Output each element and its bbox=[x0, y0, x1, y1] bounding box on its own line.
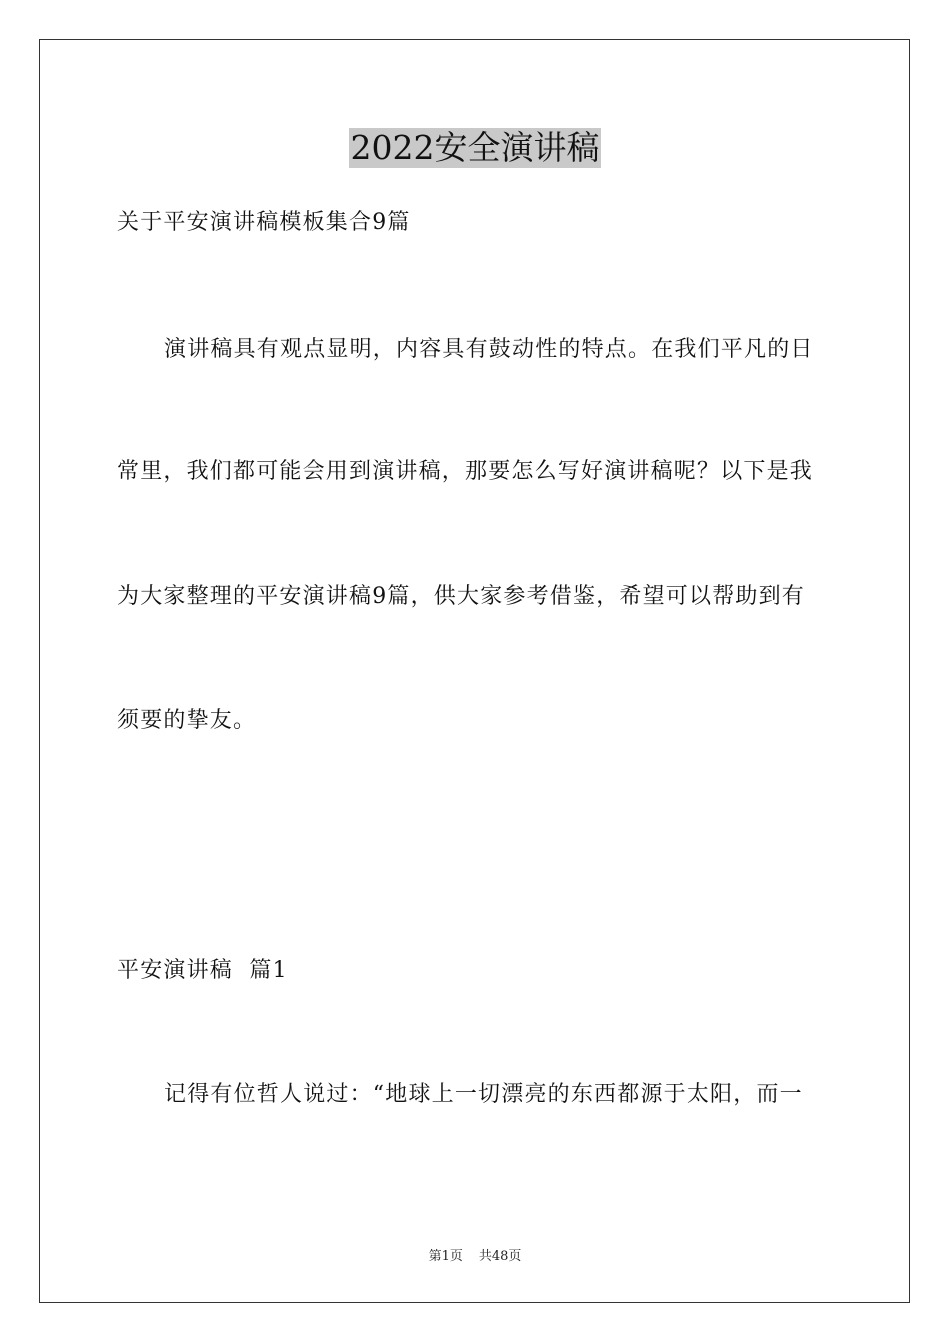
intro-paragraph-line-3: 为大家整理的平安演讲稿9篇，供大家参考借鉴，希望可以帮助到有 bbox=[117, 584, 805, 609]
section-heading: 平安演讲稿 篇1 bbox=[117, 958, 288, 983]
document-title: 2022安全演讲稿 bbox=[350, 128, 600, 167]
intro-paragraph-line-2: 常里，我们都可能会用到演讲稿，那要怎么写好演讲稿呢？以下是我 bbox=[117, 459, 814, 484]
intro-paragraph-line-1: 演讲稿具有观点显明，内容具有鼓动性的特点。在我们平凡的日 bbox=[164, 337, 814, 362]
intro-paragraph-line-4: 须要的挚友。 bbox=[117, 708, 257, 733]
page-footer bbox=[0, 1249, 950, 1265]
document-subtitle: 关于平安演讲稿模板集合9篇 bbox=[117, 210, 411, 235]
title-container bbox=[0, 128, 950, 168]
section-paragraph-line-1: 记得有位哲人说过：“地球上一切漂亮的东西都源于太阳，而一 bbox=[164, 1082, 803, 1107]
page-total: 共48页 bbox=[478, 1249, 522, 1264]
page-number: 第1页 bbox=[428, 1249, 463, 1264]
